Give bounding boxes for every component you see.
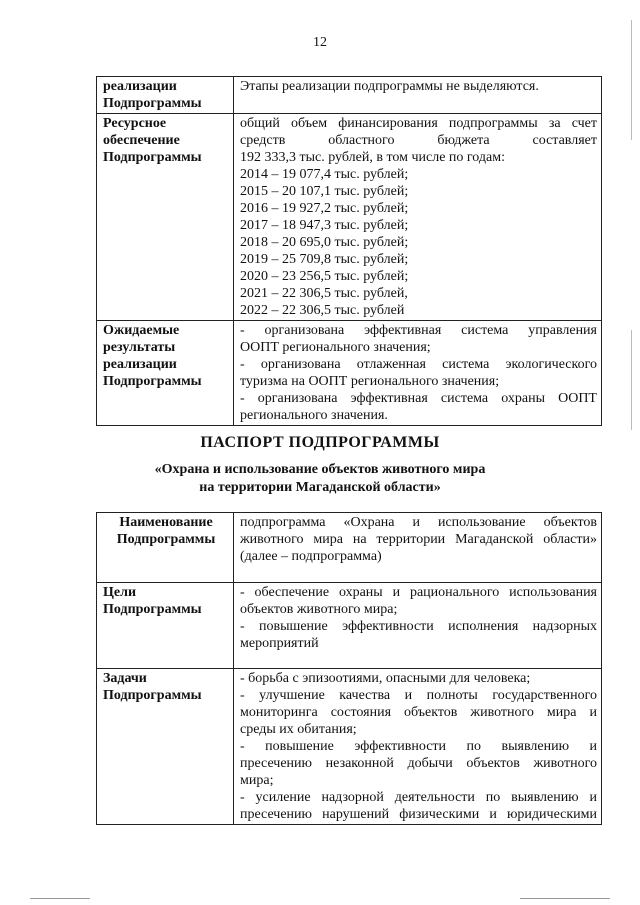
row-value-line: - повышение эффективности исполнения надзорных — [240, 619, 597, 634]
row-value-line: - организована эффективная система управления — [240, 323, 597, 338]
row-label-cell — [97, 114, 234, 321]
row-value-line: регионального значения. — [240, 408, 388, 423]
row-value-line: мониторинга состояния объектов животного мира и — [240, 705, 597, 720]
row-label-cell — [97, 321, 234, 426]
table-row — [97, 321, 602, 426]
row-label-line: реализации — [103, 79, 177, 94]
row-value-line: - организована эффективная система охраны ООПТ — [240, 391, 597, 406]
row-label-line: Цели — [103, 585, 137, 600]
row-value-line: 2014 – 19 077,4 тыс. рублей; — [240, 167, 409, 182]
row-value-line: 2022 – 22 306,5 тыс. рублей — [240, 303, 405, 318]
row-value-cell — [234, 513, 602, 583]
row-value-line: - обеспечение охраны и рационального использования — [240, 585, 597, 600]
row-value-line: 2016 – 19 927,2 тыс. рублей; — [240, 201, 409, 216]
row-label-line: Подпрограммы — [103, 602, 202, 617]
row-value-cell — [234, 583, 602, 669]
row-label-cell — [97, 513, 234, 583]
row-value-line: - повышение эффективности по выявлению и — [240, 739, 597, 754]
section-title: ПАСПОРТ ПОДПРОГРАММЫ — [200, 434, 440, 451]
subprogram-subtitle: на территории Магаданской области» — [199, 480, 441, 495]
scan-edge-mark — [631, 20, 632, 140]
row-label-line: Наименование — [119, 515, 213, 530]
row-label-line: Подпрограммы — [103, 688, 202, 703]
row-label-line: Задачи — [103, 671, 147, 686]
row-label-line: Подпрограммы — [103, 374, 202, 389]
row-value-line: 2021 – 22 306,5 тыс. рублей, — [240, 286, 408, 301]
row-value-cell — [234, 114, 602, 321]
row-label-cell — [97, 77, 234, 114]
row-value-line: туризма на ООПТ регионального значения; — [240, 374, 500, 389]
row-value-line: средств областного бюджета составляет — [240, 133, 597, 148]
row-label-line: реализации — [103, 357, 177, 372]
table-row — [97, 513, 602, 583]
row-value-line: пресечению нарушений физическими и юридическими — [240, 807, 597, 822]
row-value-line: объектов животного мира; — [240, 602, 398, 617]
row-value-line: ООПТ регионального значения; — [240, 340, 431, 355]
passport-table-continuation — [96, 76, 602, 426]
scan-bottom-mark — [520, 898, 610, 899]
row-value-line: мероприятий — [240, 636, 319, 651]
row-value-line: общий объем финансирования подпрограммы за счет — [240, 116, 597, 131]
row-value-line: 2017 – 18 947,3 тыс. рублей; — [240, 218, 409, 233]
row-value-cell — [234, 321, 602, 426]
table-row — [97, 583, 602, 669]
row-value-cell — [234, 77, 602, 114]
table-row — [97, 669, 602, 825]
row-label-line: Подпрограммы — [103, 150, 202, 165]
row-label-line: обеспечение — [103, 133, 180, 148]
page-number: 12 — [313, 35, 327, 50]
scan-edge-mark — [631, 330, 632, 430]
row-label-line: Подпрограммы — [103, 96, 202, 111]
row-value-line: мира; — [240, 773, 274, 788]
row-value-line: 2019 – 25 709,8 тыс. рублей; — [240, 252, 409, 267]
table-row — [97, 77, 602, 114]
table-row — [97, 114, 602, 321]
passport-table — [96, 512, 602, 825]
subprogram-subtitle: «Охрана и использование объектов животного мира — [154, 462, 486, 477]
row-value-line: 2020 – 23 256,5 тыс. рублей; — [240, 269, 409, 284]
row-label-cell — [97, 669, 234, 825]
row-label-line: результаты — [103, 340, 176, 355]
row-value-line: среды их обитания; — [240, 722, 357, 737]
row-value-line: (далее – подпрограмма) — [240, 549, 382, 564]
scan-bottom-mark — [30, 898, 90, 899]
row-value-line: - усиление надзорной деятельности по выявлению и — [240, 790, 597, 805]
row-value-line: пресечению незаконной добычи объектов животного — [240, 756, 597, 771]
row-value-cell — [234, 669, 602, 825]
row-value-line: - борьба с эпизоотиями, опасными для человека; — [240, 671, 531, 686]
row-label-line: Ресурсное — [103, 116, 167, 131]
row-label-cell — [97, 583, 234, 669]
row-value-line: - организована отлаженная система экологического — [240, 357, 597, 372]
row-value-line: животного мира на территории Магаданской области» — [240, 532, 597, 547]
row-label-line: Подпрограммы — [116, 532, 216, 547]
row-value-line: Этапы реализации подпрограммы не выделяются. — [240, 79, 539, 94]
row-value-line: - улучшение качества и полноты государственного — [240, 688, 597, 703]
row-value-line: подпрограмма «Охрана и использование объектов — [240, 515, 597, 530]
row-value-line: 2018 – 20 695,0 тыс. рублей; — [240, 235, 409, 250]
row-label-line: Ожидаемые — [103, 323, 180, 338]
row-value-line: 2015 – 20 107,1 тыс. рублей; — [240, 184, 409, 199]
row-value-line: 192 333,3 тыс. рублей, в том числе по годам: — [240, 150, 505, 165]
